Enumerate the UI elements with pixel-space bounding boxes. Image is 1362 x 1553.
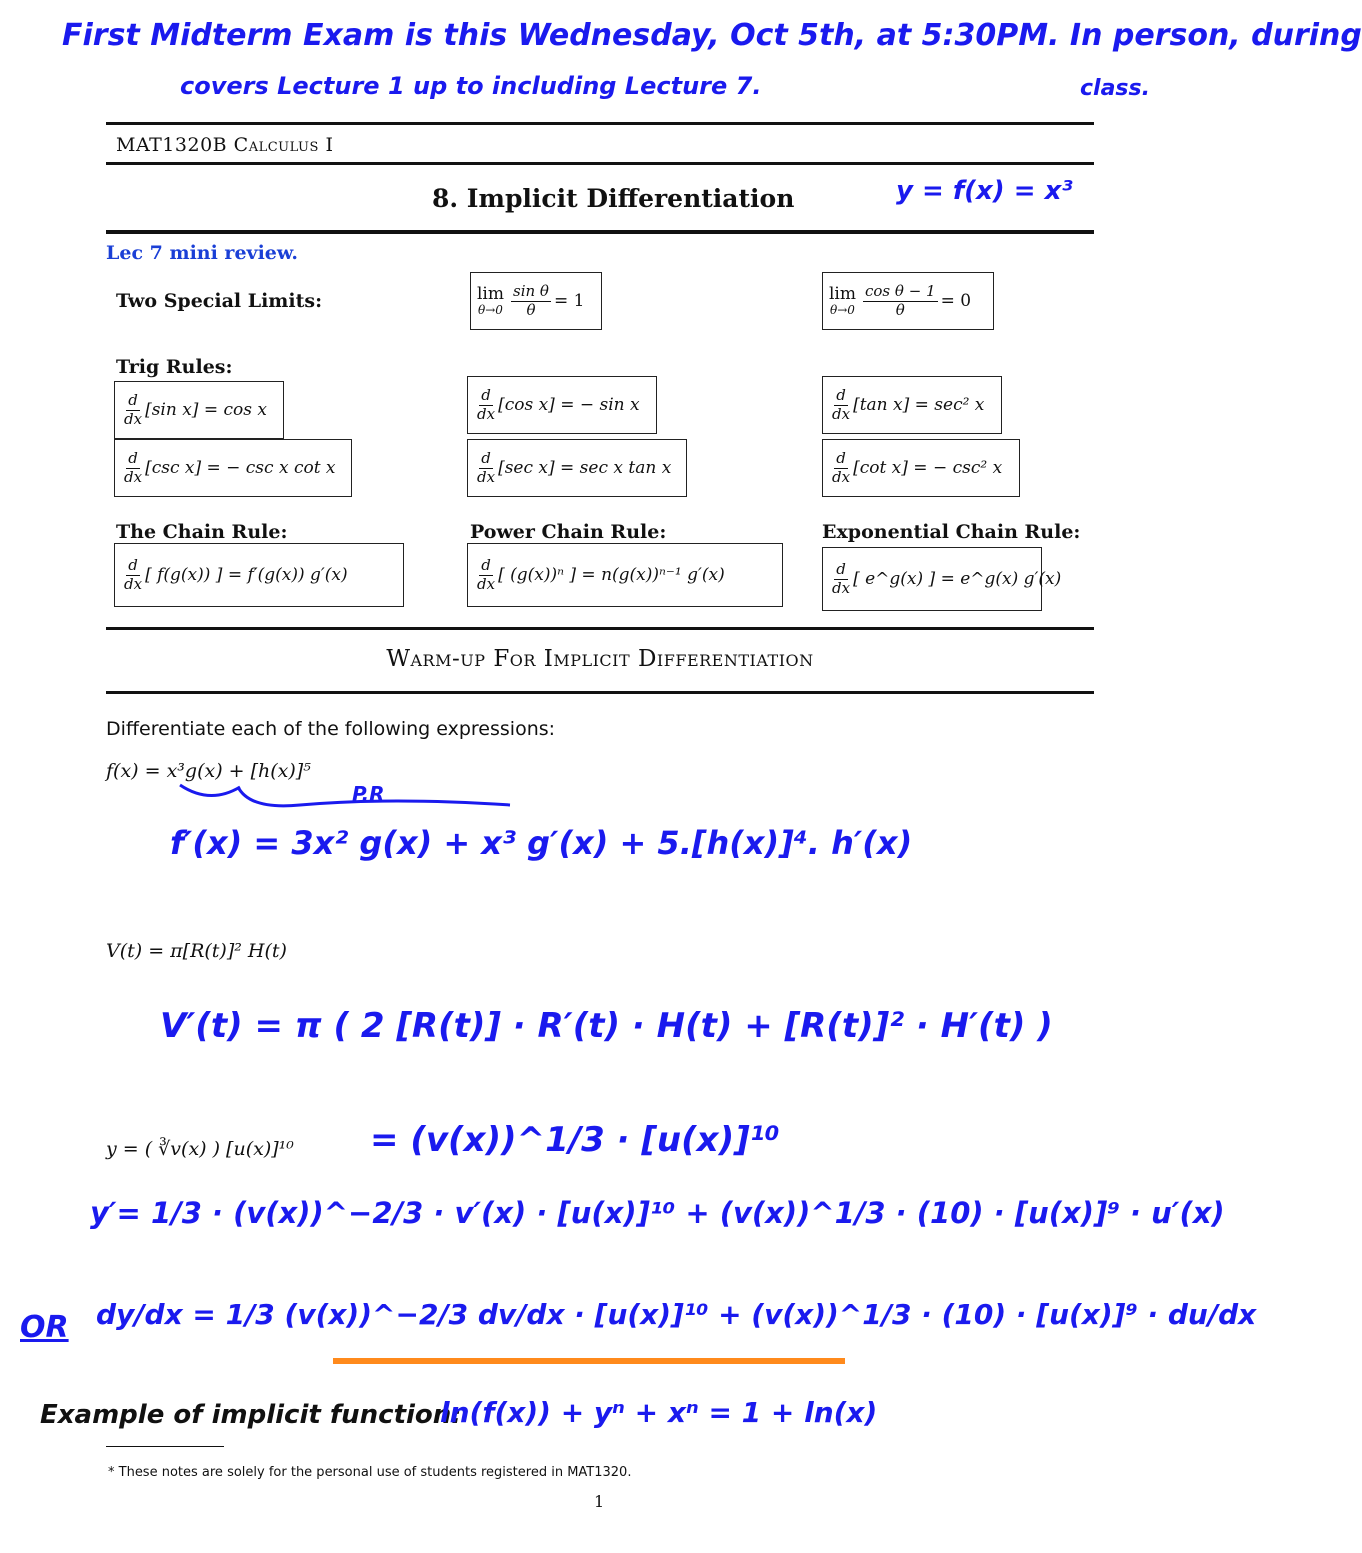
trig-rule-sin: $\frac{d}{dx}$ [sin x] = cos x <box>114 381 284 439</box>
limit-cos-box: lim θ→0 $\frac{\text{cos θ − 1}}{\theta}$ = 0 <box>822 272 994 330</box>
exp-chain-rule-label: Exponential Chain Rule: <box>822 521 1081 543</box>
work-3a: = (v(x))^1/3 · [u(x)]¹⁰ <box>370 1120 780 1160</box>
chain-rule-label: The Chain Rule: <box>116 521 288 543</box>
trig-rule-cos: $\frac{d}{dx}$ [cos x] = − sin x <box>467 376 657 434</box>
product-rule-annotation-curve <box>170 775 530 825</box>
exam-announcement-end: class. <box>1080 76 1150 101</box>
divider-highlight <box>333 1358 845 1364</box>
warmup-instruction: Differentiate each of the following expressions: <box>106 718 556 740</box>
footnote: * These notes are solely for the personal use of students registered in MAT1320. <box>108 1465 632 1480</box>
work-3c: dy/dx = 1/3 (v(x))^−2/3 dv/dx · [u(x)]¹⁰ + (v(x))^1/3 · (10) · [u(x)]⁹ · du/dx <box>96 1298 1257 1331</box>
special-limits-label: Two Special Limits: <box>116 290 323 312</box>
page-title: 8. Implicit Differentiation <box>432 184 795 213</box>
header-top-rule <box>106 122 1094 125</box>
exam-coverage: covers Lecture 1 up to including Lecture 7. <box>180 72 762 100</box>
expression-1: f(x) = x³g(x) + [h(x)]⁵ <box>106 760 311 782</box>
title-side-note: y = f(x) = x³ <box>896 176 1073 206</box>
warmup-top-rule <box>106 627 1094 630</box>
exp-chain-rule-box: $\frac{d}{dx}$ [ e^g(x) ] = e^g(x) g′(x) <box>822 547 1042 611</box>
implicit-example-label: Example of implicit function: <box>40 1400 462 1430</box>
header-bottom-rule <box>106 230 1094 234</box>
warmup-bottom-rule <box>106 691 1094 694</box>
power-chain-rule-box: $\frac{d}{dx}$ [ (g(x))ⁿ ] = n(g(x))ⁿ⁻¹ g′(x) <box>467 543 783 607</box>
course-name: MAT1320B Calculus I <box>116 134 334 156</box>
work-3b: y′= 1/3 · (v(x))^−2/3 · v′(x) · [u(x)]¹⁰ + (v(x))^1/3 · (10) · [u(x)]⁹ · u′(x) <box>90 1196 1225 1230</box>
expression-2: V(t) = π[R(t)]² H(t) <box>106 940 287 962</box>
implicit-example-equation: ln(f(x)) + yⁿ + xⁿ = 1 + ln(x) <box>440 1396 878 1429</box>
trig-rule-csc: $\frac{d}{dx}$ [csc x] = − csc x cot x <box>114 439 352 497</box>
chain-rule-box: $\frac{d}{dx}$ [ f(g(x)) ] = f′(g(x)) g′(x) <box>114 543 404 607</box>
expression-3: y = ( ∛v(x) ) [u(x)]¹⁰ <box>106 1138 294 1160</box>
footnote-rule <box>106 1446 224 1447</box>
limit-sin-box: lim θ→0 $\frac{\text{sin θ}}{\theta}$ = 1 <box>470 272 602 330</box>
or-label: OR <box>20 1310 69 1345</box>
trig-rule-cot: $\frac{d}{dx}$ [cot x] = − csc² x <box>822 439 1020 497</box>
header-mid-rule <box>106 162 1094 165</box>
exam-announcement: First Midterm Exam is this Wednesday, Oct 5th, at 5:30PM. In person, during <box>62 18 1362 53</box>
power-chain-rule-label: Power Chain Rule: <box>470 521 667 543</box>
review-heading: Lec 7 mini review. <box>106 242 298 264</box>
page-number: 1 <box>594 1492 605 1511</box>
warmup-heading: Warm-up For Implicit Differentiation <box>386 646 814 672</box>
work-1: f′(x) = 3x² g(x) + x³ g′(x) + 5.[h(x)]⁴. h′(x) <box>170 824 913 862</box>
trig-rules-label: Trig Rules: <box>116 356 233 378</box>
product-rule-note: P.R <box>352 782 385 806</box>
work-2: V′(t) = π ( 2 [R(t)] · R′(t) · H(t) + [R(t)]² · H′(t) ) <box>160 1006 1053 1046</box>
trig-rule-tan: $\frac{d}{dx}$ [tan x] = sec² x <box>822 376 1002 434</box>
trig-rule-sec: $\frac{d}{dx}$ [sec x] = sec x tan x <box>467 439 687 497</box>
